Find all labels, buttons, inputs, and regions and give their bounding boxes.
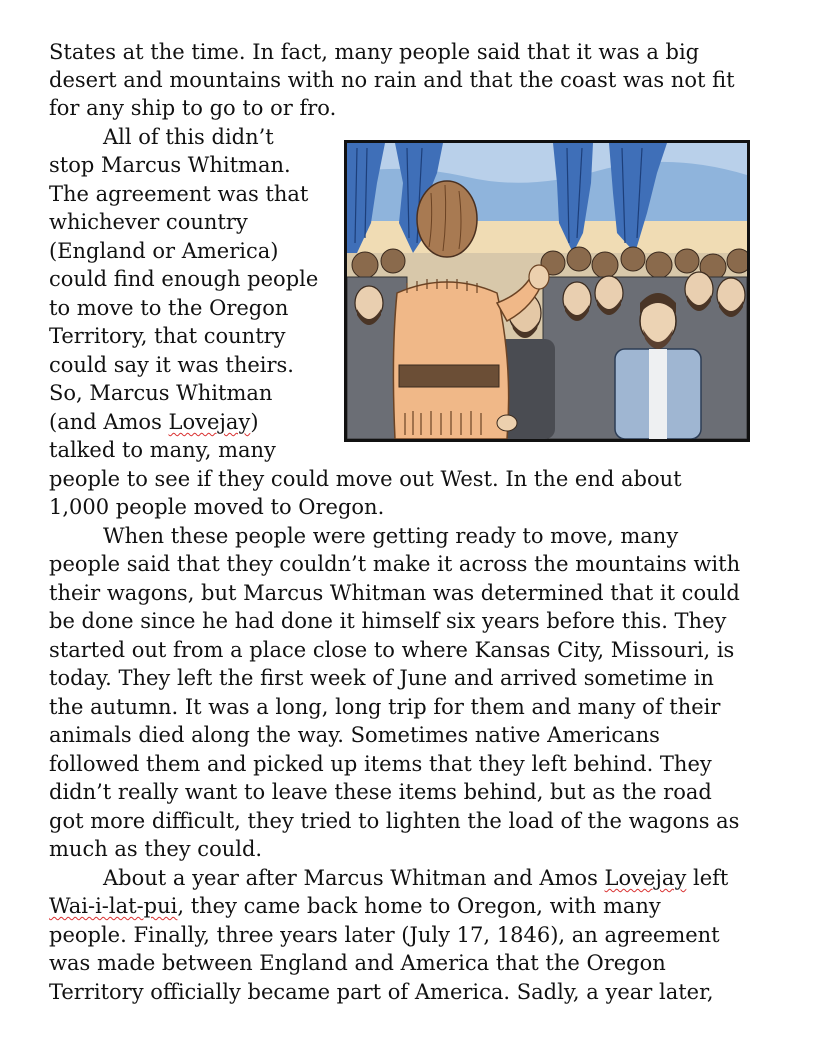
text-segment: About a year after Marcus Whitman and Amos: [103, 866, 605, 890]
text-line: people said that they couldn’t make it across the mountains with: [49, 552, 741, 576]
text-segment: (and Amos: [49, 410, 169, 434]
misspelled-word: Lovejay: [168, 410, 251, 434]
text-line: could find enough people: [49, 267, 319, 291]
text-line: Territory officially became part of America. Sadly, a year later,: [49, 980, 714, 1004]
text-line: [49, 892, 661, 920]
text-line: today. They left the first week of June and arrived sometime in: [49, 666, 714, 690]
text-line: [49, 408, 259, 436]
text-line: to move to the Oregon: [49, 296, 289, 320]
text-line: whichever country: [49, 210, 248, 234]
text-line: stop Marcus Whitman.: [49, 153, 291, 177]
text-line: could say it was theirs.: [49, 353, 294, 377]
text-line: the autumn. It was a long, long trip for them and many of their: [49, 695, 721, 719]
hand-drawn-illustration-speaker-addressing-crowd: [347, 143, 747, 439]
text-line: (England or America): [49, 239, 279, 263]
text-line: States at the time. In fact, many people said that it was a big: [49, 40, 700, 64]
text-line: [103, 864, 728, 892]
text-line: got more difficult, they tried to lighten the load of the wagons as: [49, 809, 740, 833]
text-line: 1,000 people moved to Oregon.: [49, 495, 385, 519]
text-line: be done since he had done it himself six years before this. They: [49, 609, 727, 633]
text-line: So, Marcus Whitman: [49, 381, 273, 405]
misspelled-word: Lovejay: [604, 866, 687, 890]
text-line: people to see if they could move out West. In the end about: [49, 467, 682, 491]
text-line: Territory, that country: [49, 324, 286, 348]
text-line: All of this didn’t: [103, 125, 274, 149]
text-segment: left: [686, 866, 729, 890]
text-segment: ): [250, 410, 259, 434]
text-segment: , they came back home to Oregon, with many: [177, 894, 661, 918]
text-line: talked to many, many: [49, 438, 276, 462]
text-line: for any ship to go to or fro.: [49, 96, 337, 120]
text-line: people. Finally, three years later (July 17, 1846), an agreement: [49, 923, 720, 947]
text-line: desert and mountains with no rain and that the coast was not fit: [49, 68, 735, 92]
text-line: The agreement was that: [49, 182, 309, 206]
illustration-frame: [344, 140, 750, 442]
text-line: When these people were getting ready to move, many: [103, 524, 679, 548]
text-line: followed them and picked up items that they left behind. They: [49, 752, 712, 776]
text-line: their wagons, but Marcus Whitman was determined that it could: [49, 581, 740, 605]
text-line: animals died along the way. Sometimes native Americans: [49, 723, 660, 747]
misspelled-word: Wai-i-lat-pui: [49, 894, 178, 918]
text-line: was made between England and America that the Oregon: [49, 951, 666, 975]
text-line: didn’t really want to leave these items behind, but as the road: [49, 780, 712, 804]
text-line: started out from a place close to where Kansas City, Missouri, is: [49, 638, 735, 662]
text-line: much as they could.: [49, 837, 263, 861]
